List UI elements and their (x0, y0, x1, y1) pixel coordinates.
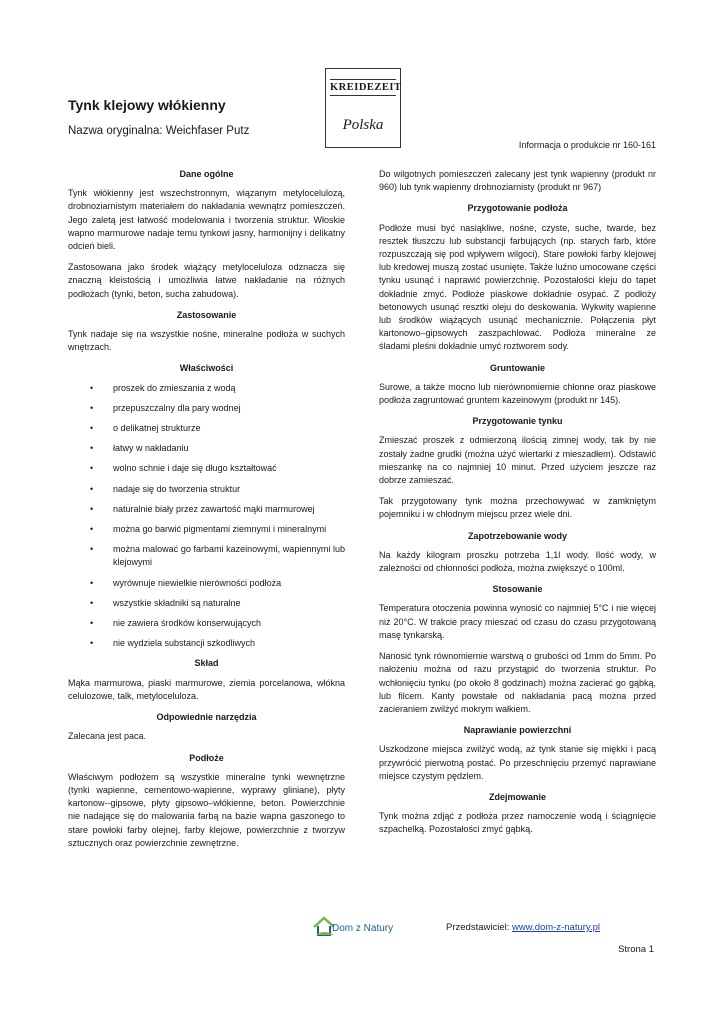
list-item: • nie zawiera środków konserwujących (68, 617, 345, 630)
list-item: • łatwy w nakładaniu (68, 442, 345, 455)
paragraph: Zastosowana jako środek wiążący metyloceluloza odznacza się znaczną kleistością i umożliwia łatwe nakładanie na różnych podłożach (tynki, beton, sucha zabudowa). (68, 262, 345, 299)
heading-water-requirement: Zapotrzebowanie wody (467, 530, 567, 541)
list-item: • naturalnie biały przez zawartość mąki marmurowej (68, 503, 345, 516)
heading-surface-repair: Naprawianie powierzchni (463, 725, 572, 736)
list-item: • można go barwić pigmentami ziemnymi i mineralnymi (68, 523, 345, 536)
representative-label: Przedstawiciel: (446, 922, 512, 933)
paragraph: Tynk nadaje się na wszystkie nośne, mineralne podłoża w suchych wnętrzach. (68, 329, 345, 353)
heading-tools: Odpowiednie narzędzia (156, 712, 257, 723)
list-item: • wolno schnie i daje się długo kształtować (68, 462, 345, 475)
heading-application: Zastosowanie (176, 309, 237, 320)
paragraph: Uszkodzone miejsca zwilżyć wodą, aż tynk stanie się miękki i pacą przywrócić pierwotną postać. Po przeschnięciu przemyć naprawiane miejsce czystym pędzlem. (379, 744, 656, 781)
heading-composition: Skład (194, 658, 219, 669)
heading-priming: Gruntowanie (489, 362, 545, 373)
list-item: • wszystkie składniki są naturalne (68, 597, 345, 610)
heading-substrate-preparation: Przygotowanie podłoża (467, 203, 568, 214)
logo-country: Polska (342, 117, 384, 133)
list-item: • nadaje się do tworzenia struktur (68, 483, 345, 496)
heading-removal: Zdejmowanie (488, 791, 546, 802)
logo-brand: KREIDEZEIT (330, 79, 396, 96)
heading-usage: Stosowanie (492, 584, 543, 595)
left-column (68, 168, 345, 858)
paragraph: Zalecana jest paca. (68, 731, 147, 742)
page-number: Strona 1 (618, 944, 654, 955)
paragraph: Nanosić tynk równomiernie warstwą o grubości od 1mm do 5mm. Po nałożeniu można od razu przystąpić do tworzenia struktur. Po wchłonięciu tynku (po około 8 godzinach) można zacierać go gąbką, lub filcem. Kanty powstałe od nakładania pacą można przed zacieraniem zwilżyć mokrym wałkiem. (379, 651, 656, 714)
properties-list (68, 382, 345, 651)
list-item: • można malować go farbami kazeinowymi, wapiennymi lub klejowymi (68, 543, 345, 569)
paragraph: Właściwym podłożem są wszystkie mineralne tynki wewnętrzne (tynki wapienne, cementowo-wapienne, wyprawy gliniane), płyty kartonow--gipsowe, płyty gipsowo–włókienne, beton. Powierzchnie nie nadające się do malowania farbą na bazie wapna gaszonego to stare powłoki farby olejnej, farby klejowe, powierzchnie z tworzyw sztucznych oraz powierzchnie zewnętrzne. (68, 771, 345, 848)
list-item: • przepuszczalny dla pary wodnej (68, 402, 345, 415)
paragraph: Temperatura otoczenia powinna wynosić co najmniej 5°C i nie więcej niż 20°C. W trakcie pracy mieszać od czasu do czasu przygotowaną masę tynkarską. (379, 603, 656, 640)
heading-substrate: Podłoże (189, 752, 224, 763)
paragraph: Tak przygotowany tynk można przechowywać w zamkniętym pojemniku i w chłodnym miejscu przez wiele dni. (379, 496, 656, 520)
paragraph: Do wilgotnych pomieszczeń zalecany jest tynk wapienny (produkt nr 960) lub tynk wapienny drobnoziarnisty (produkt nr 967) (379, 169, 656, 193)
paragraph: Tynk włókienny jest wszechstronnym, wiązanym metylocelulozą, drobnoziarnistym materiałem do nakładania wewnątrz pomieszczeń. Jego zaletą jest łatwość modelowania i tworzenia struktur. Włoskie wapno marmurowe nadaje temu tynkowi jasny, harmonijny i delikatny odcień bieli. (68, 188, 345, 252)
paragraph: Zmieszać proszek z odmierzoną ilością zimnej wody, tak by nie zostały żadne grudki (można użyć wiertarki z mieszadłem). Odstawić mieszankę na co najmniej 10 minut. Przed użyciem jeszcze raz dobrze zamieszać. (379, 435, 656, 486)
right-column (379, 168, 656, 845)
list-item: • nie wydziela substancji szkodliwych (68, 637, 345, 650)
heading-general-data: Dane ogólne (179, 169, 234, 179)
representative (446, 922, 600, 933)
paragraph: Mąka marmurowa, piaski marmurowe, ziemia porcelanowa, włókna celulozowe, talk, metyloceluloza. (68, 677, 345, 701)
product-info-number: Informacja o produkcie nr 160-161 (518, 140, 656, 150)
heading-plaster-preparation: Przygotowanie tynku (472, 416, 563, 427)
document-subtitle: Nazwa oryginalna: Weichfaser Putz (68, 125, 250, 137)
kreidezeit-logo (325, 68, 401, 148)
document-title: Tynk klejowy włókienny (68, 97, 226, 113)
heading-properties: Właściwości (179, 363, 234, 374)
representative-link[interactable]: www.dom-z-natury.pl (512, 922, 600, 933)
paragraph: Surowe, a także mocno lub nierównomiernie chłonne oraz piaskowe podłoża zagruntować gruntem kazeinowym (produkt nr 145). (379, 381, 656, 406)
list-item: • wyrównuje niewielkie nierówności podłoża (68, 577, 345, 590)
list-item: • proszek do zmieszania z wodą (68, 382, 345, 395)
paragraph: Podłoże musi być nasiąkliwe, nośne, czyste, suche, twarde, bez resztek tłuszczu lub substancji farbujących (np. starych farb, które rozpuszczają się pod wpływem wilgoci). Stare powłoki farby klejowej lub kredowej muszą zostać usunięte. Także luźno umocowane części tynku usunąć i naprawić powierzchnię. Pozostałości kleju do tapet dokładnie zmyć. Podłoże piaskowe dokładnie osypać. Z podłoży betonowych usunąć resztki oleju do deskowania. Wykwity wapienne lub środków wiążących usunąć mechanicznie. Połączenia płyt kartonowo–gipsowych zaszpachlować. Podłoża mineralne ze śladami pleśni dokładnie umyć roztworem sody. (379, 222, 656, 352)
paragraph: Na każdy kilogram proszku potrzeba 1,1l wody. Ilość wody, w zależności od chłonności podłoża, można zwiększyć o 100ml. (379, 549, 656, 574)
footer-logo-text: Dom z Natury (332, 923, 394, 934)
list-item: • o delikatnej strukturze (68, 422, 345, 435)
paragraph: Tynk można zdjąć z podłoża przez namoczenie wodą i ściągnięcie szpachelką. Pozostałości zmyć gąbką. (379, 811, 656, 835)
dom-z-natury-logo (312, 913, 416, 939)
